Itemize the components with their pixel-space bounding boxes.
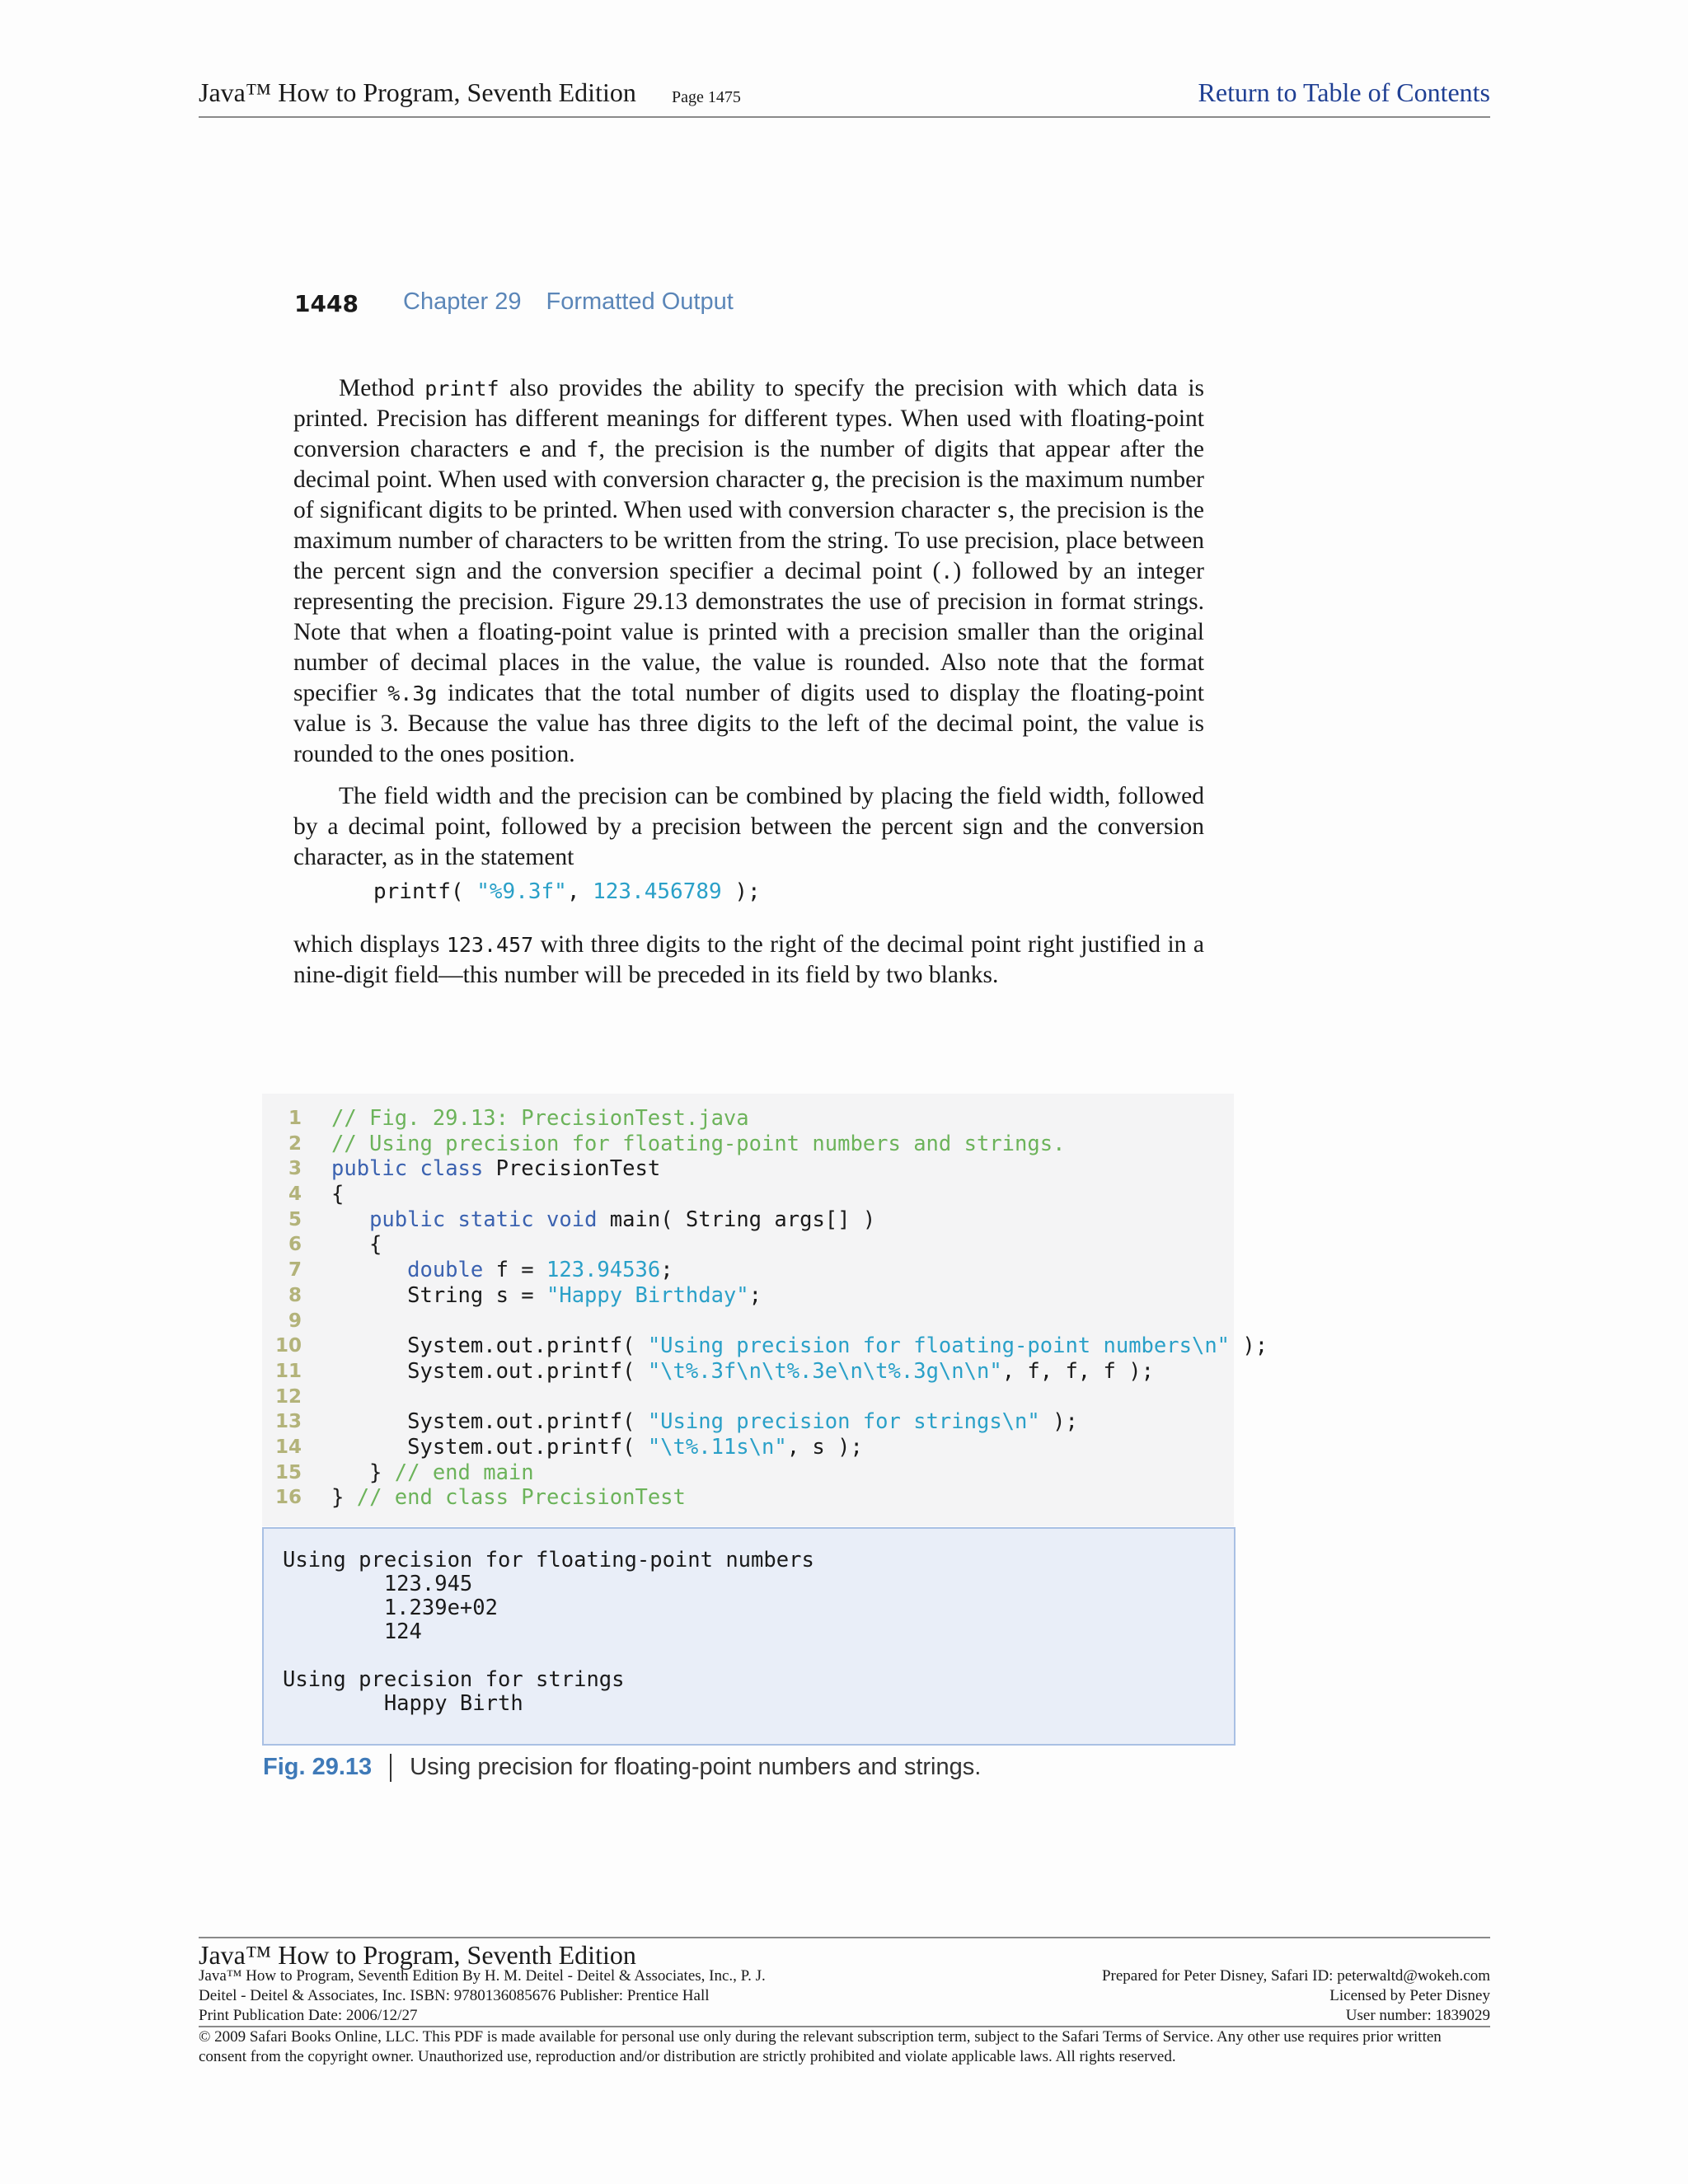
footer-divider: [199, 1937, 1490, 1938]
line-number: 1: [288, 1108, 302, 1129]
footer-line: Prepared for Peter Disney, Safari ID: peterwaltd@wokeh.com: [1101, 1967, 1490, 1985]
figure-caption: [263, 1754, 981, 1782]
text-run: and: [531, 436, 587, 462]
inline-code: g: [810, 468, 823, 492]
text-run: The field width and the precision can be combined by placing the field width, followed by a decimal point, followed by a precision between the percent sign and the conversion character, as in the statement: [293, 783, 1204, 870]
line-number: 12: [274, 1385, 302, 1408]
code-string: "%9.3f": [476, 879, 567, 904]
figure-label: Fig. 29.13: [263, 1754, 373, 1780]
footer-publication-info: [199, 1966, 766, 2026]
code-text: // Fig. 29.13: PrecisionTest.java: [331, 1106, 749, 1131]
chapter-title: Formatted Output: [546, 288, 734, 315]
line-number: 8: [288, 1284, 302, 1306]
line-number: 10: [274, 1335, 302, 1357]
inline-code: 123.457: [446, 933, 534, 957]
inline-code: printf: [424, 377, 499, 401]
page-number: 1448: [294, 290, 359, 317]
line-number: 5: [288, 1208, 302, 1230]
caption-divider: [390, 1754, 392, 1782]
chapter-heading: [403, 288, 734, 316]
footer-line: User number: 1839029: [1345, 2007, 1490, 2024]
inline-code: e: [518, 438, 532, 462]
text-run: , the precision is the maximum number of significant digits to be printed. When used with conversion character: [293, 466, 1204, 523]
line-number: 2: [288, 1132, 302, 1155]
example-statement: [373, 879, 761, 904]
footer-line: Print Publication Date: 2006/12/27: [199, 2007, 418, 2024]
line-number: 4: [288, 1183, 302, 1206]
footer-line: Licensed by Peter Disney: [1329, 1987, 1490, 2004]
page-label: Page 1475: [672, 88, 741, 106]
line-number: 14: [274, 1436, 302, 1458]
line-number: 3: [288, 1158, 302, 1180]
code-text: {: [331, 1182, 345, 1207]
program-output: Using precision for floating-point numbers 123.945 1.239e+02 124 Using precision for strings Happy Birth: [283, 1548, 814, 1716]
text-run: with three digits to the right of the decimal point right justified in a nine-digit field—this number will be preceded in its field by two blanks.: [293, 931, 1205, 988]
code-text: public class PrecisionTest: [331, 1156, 661, 1182]
inline-code: %.3g: [387, 682, 438, 705]
code-token: printf(: [373, 879, 477, 904]
inline-code: f: [586, 438, 599, 462]
figure-caption-text: Using precision for floating-point numbers and strings.: [410, 1754, 982, 1780]
text-run: which displays: [293, 931, 447, 958]
line-number: 13: [274, 1411, 302, 1433]
code-text: System.out.printf( "\t%.11s\n", s );: [331, 1434, 863, 1460]
footer-line: Java™ How to Program, Seventh Edition By H. M. Deitel - Deitel & Associates, Inc., P. J.: [199, 1967, 766, 1985]
code-text: System.out.printf( "Using precision for floating-point numbers\n" );: [331, 1333, 1268, 1359]
book-title: Java™ How to Program, Seventh Edition: [199, 77, 636, 107]
code-text: {: [331, 1232, 382, 1258]
line-number: 7: [288, 1259, 302, 1282]
code-token: );: [721, 879, 761, 904]
code-text: } // end main: [331, 1460, 534, 1485]
text-run: also provides the ability to specify the precision with which data is printed. Precision has different meanings for different types. When used with floating-point conversion characters: [293, 375, 1204, 462]
text-run: Method: [339, 375, 425, 401]
inline-code: s: [996, 499, 1009, 523]
code-text: public static void main( String args[] ): [369, 1207, 876, 1232]
footer-license-info: [1102, 1966, 1490, 2026]
header-divider: [199, 116, 1490, 118]
text-run: indicates that the total number of digits used to display the floating-point value is 3. Because the value has three digits to the left of the decimal point, the value is rounded to the ones position.: [293, 680, 1204, 767]
toc-link[interactable]: Return to Table of Contents: [1198, 77, 1490, 107]
body-paragraph: [293, 373, 1204, 770]
line-number: 9: [288, 1310, 302, 1332]
footer-line: Deitel - Deitel & Associates, Inc. ISBN: 9780136085676 Publisher: Prentice Hall: [199, 1987, 710, 2004]
code-token: ,: [566, 879, 593, 904]
inline-code: .: [940, 560, 954, 583]
code-text: System.out.printf( "Using precision for strings\n" );: [331, 1409, 1078, 1435]
chapter-number: Chapter 29: [403, 288, 522, 315]
body-paragraph: [293, 930, 1204, 991]
footer-title: Java™ How to Program, Seventh Edition: [199, 1940, 636, 1970]
copyright-notice: © 2009 Safari Books Online, LLC. This PDF is made available for personal use only during the relevant subscription term, subject to the Safari Terms of Service. Any other use requires prior written consent from the copyright owner. Unauthorized use, reproduction and/or distribution are strictly prohibited and violate applicable laws. All rights reserved.: [199, 2028, 1442, 2065]
text-run: , the precision is the maximum number of characters to be written from the string. To use precision, place between the percent sign and the conversion specifier a decimal point (: [293, 497, 1204, 584]
code-text: double f = 123.94536;: [407, 1258, 673, 1283]
code-text: // Using precision for floating-point numbers and strings.: [331, 1131, 1066, 1156]
text-run: , the precision is the number of digits that appear after the decimal point. When used with conversion character: [293, 436, 1205, 493]
line-number: 6: [288, 1234, 302, 1256]
code-number: 123.456789: [593, 879, 722, 904]
code-text: } // end class PrecisionTest: [331, 1485, 686, 1511]
code-text: System.out.printf( "\t%.3f\n\t%.3e\n\t%.3g\n\n", f, f, f );: [331, 1358, 1154, 1384]
line-number: 16: [274, 1487, 302, 1509]
code-text: String s = "Happy Birthday";: [331, 1282, 762, 1308]
line-number: 11: [274, 1360, 302, 1382]
line-number: 15: [274, 1461, 302, 1483]
body-paragraph: [293, 781, 1204, 873]
text-run: ) followed by an integer representing the precision. Figure 29.13 demonstrates the use of precision in format strings. Note that when a floating-point value is printed with a precision smaller than the original number of decimal places in the value, the value is rounded. Also note that the format specifier: [293, 558, 1204, 706]
